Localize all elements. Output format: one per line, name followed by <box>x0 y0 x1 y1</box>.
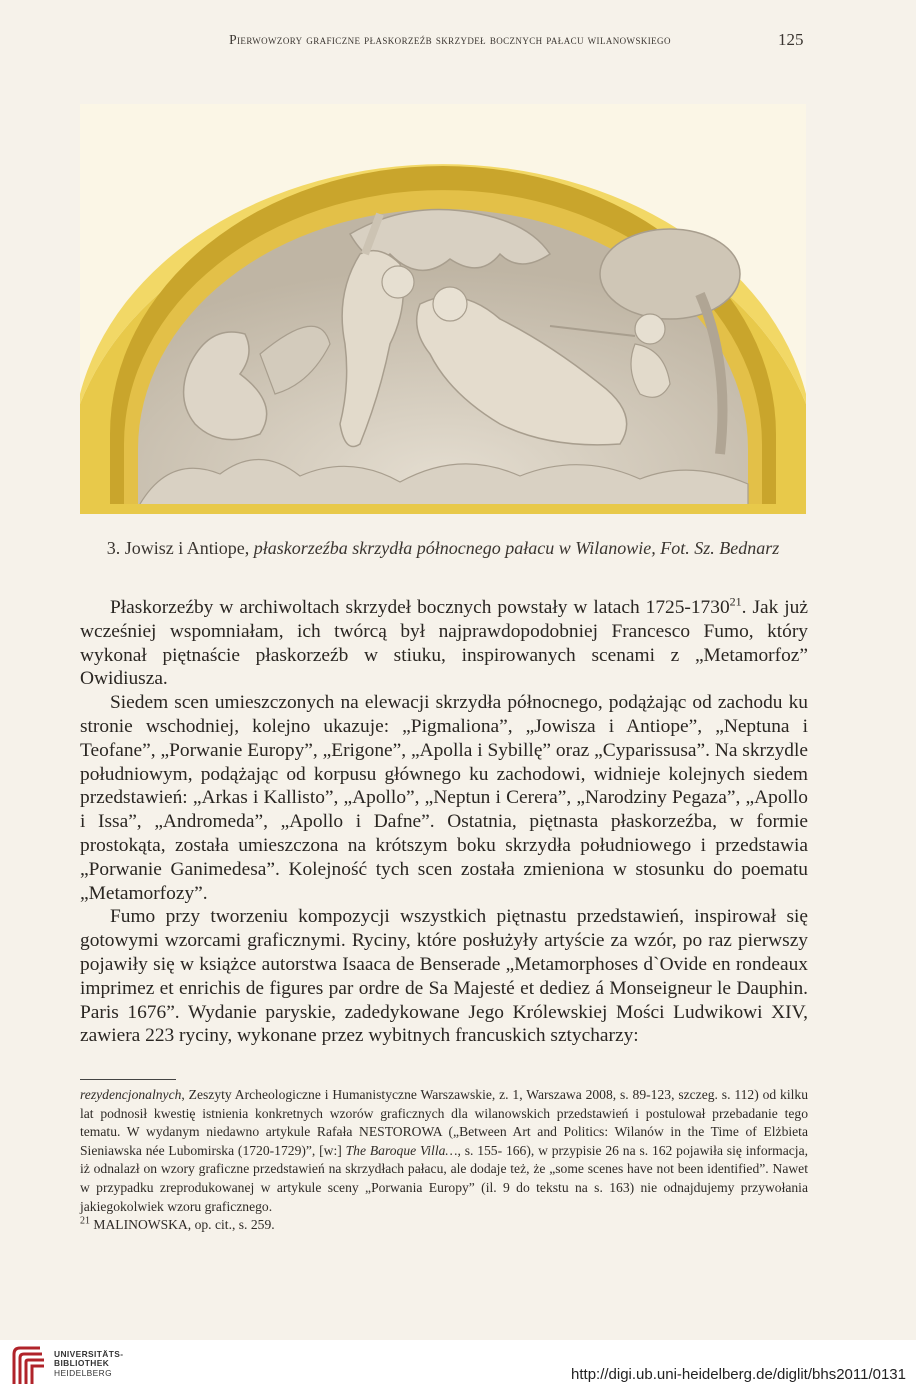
library-name[interactable] <box>54 1350 123 1378</box>
footnote-number: 21 <box>80 1215 90 1227</box>
relief-illustration <box>80 104 806 514</box>
caption-rest: płaskorzeźba skrzydła północnego pałacu w Wilanowie, Fot. Sz. Bednarz <box>249 538 780 558</box>
library-logo-icon[interactable] <box>10 1346 46 1386</box>
footnote-text-a: , Zeszyty Archeologiczne i Humanistyczne Warszawskie, z. 1, Warszawa 2008, s. 89-123, szczeg. s. 112) od kilku lat podnosił kwestię istnienia konkretnych wzorów graficznych dla wilanowskich przedstawień i postulował przebadanie tego tematu. W wydanym niedawno artykule Rafała NESTOROWA („Between Art and Politics: Wilanów in the Time of Elżbieta Sieniawska née Lubomirska (1720-1729)”, [w:] <box>80 1087 808 1158</box>
paragraph-1-text-cont: . Jak już wcześniej wspomniałam, ich twórcą był najprawdopodobniej Francesco Fumo, który wykonał piętnaście płaskorzeźb w stiuku, inspirowanych scenami z „Metamorfoz” Owidiusza. <box>80 597 808 690</box>
footnote-italic: rezydencjonalnych <box>80 1087 182 1102</box>
page-number: 125 <box>778 30 804 49</box>
footnote-21 <box>80 1216 808 1235</box>
caption-title: Jowisz i Antiope, <box>124 538 250 558</box>
footnote-text-b: , s. 155- 166), w przypisie 26 na s. 162 pojawiła się informacja, iż odnalazł on wzory graficzne przedstawień na skrzydłach pałacu, ale dodaje też, że „some scenes have not been identified”. Nawet w przypadku zreprodukowanej w artykule sceny „Porwania Europy” (il. 9 do tekstu na s. 163) nie odnajdujemy przywołania jakiegokolwiek wzoru graficznego. <box>80 1142 808 1214</box>
footnote-continuation <box>80 1086 808 1216</box>
footnote-ref-21[interactable]: 21 <box>729 594 742 609</box>
body-text <box>80 596 808 1048</box>
paragraph-1-text: Płaskorzeźby w archiwoltach skrzydeł bocznych powstały w latach 1725-1730 <box>110 597 730 618</box>
library-line-2: BIBLIOTHEK <box>54 1358 110 1369</box>
footnote-rule <box>80 1079 176 1080</box>
relief-photograph <box>80 104 806 514</box>
footnote-italic-2: The Baroque Villa… <box>345 1142 458 1158</box>
figure-caption <box>80 538 806 559</box>
footnotes <box>80 1086 808 1235</box>
running-title: Pierwowzory graficzne płaskorzeźb skrzydeł bocznych pałacu wilanowskiego <box>229 32 671 47</box>
paragraph-2: Siedem scen umieszczonych na elewacji skrzydła północnego, podążając od zachodu ku stronie wschodniej, kolejno ukazuje: „Pigmaliona”, „Jowisza i Antiope”, „Neptuna i Teofane”, „Porwanie Europy”, „Erigone”, „Apolla i Sybillę” oraz „Cyparissusa”. Na skrzydle południowym, podążając od korpusu głównego ku zachodowi, widnieje kolejnych siedem przedstawień: „Arkas i Kallisto”, „Apollo”, „Neptun i Cerera”, „Narodziny Pegaza”, „Apollo i Issa”, „Andromeda”, „Apollo i Dafne”. Ostatnia, piętnasta płaskorzeźba, w formie prostokąta, została umieszczona na krótszym boku skrzydła południowego i przedstawia „Porwanie Ganimedesa”. Kolejność tych scen została zmieniona w stosunku do poematu „Metamorfozy”. <box>80 692 808 904</box>
paragraph-3: Fumo przy tworzeniu kompozycji wszystkich piętnastu przedstawień, inspirował się gotowymi wzorcami graficznymi. Ryciny, które posłużyły artyście za wzór, po raz pierwszy pojawiły się w książce autorstwa Isaaca de Benserade „Metamorphoses d`Ovide en rondeaux imprimez et enrichis de figures par ordre de Sa Majesté et dediez á Monseigneur le Dauphin. Paris 1676”. Wydanie paryskie, zadedykowane Jego Królewskiej Mości Ludwikowi XIV, zawiera 223 ryciny, wykonane przez wybitnych francuskich sztycharzy: <box>80 906 808 1047</box>
caption-number: 3. <box>106 538 121 558</box>
footnote-21-text: MALINOWSKA, op. cit., s. 259. <box>90 1217 275 1233</box>
paragraph-1 <box>80 596 808 691</box>
source-url-link[interactable]: http://digi.ub.uni-heidelberg.de/diglit/bhs2011/0131 <box>571 1366 906 1383</box>
library-line-1: UNIVERSITÄTS- <box>54 1349 124 1359</box>
library-line-3: HEIDELBERG <box>54 1367 112 1378</box>
